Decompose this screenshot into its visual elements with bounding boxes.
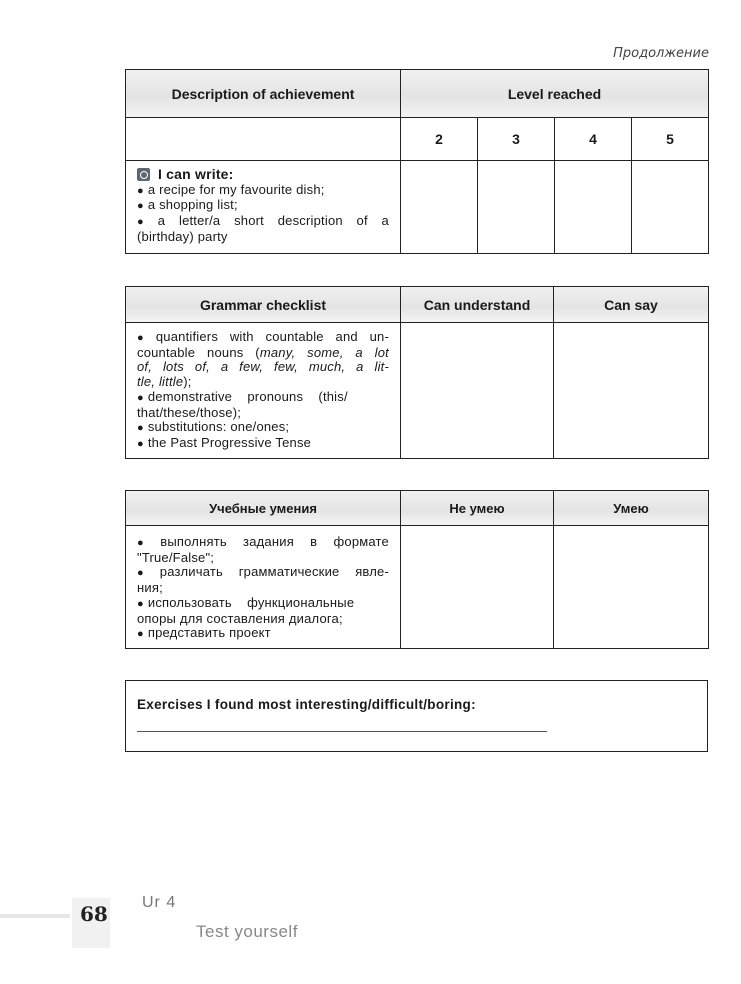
continuation-note: Продолжение	[613, 46, 709, 61]
writing-heading	[137, 167, 389, 182]
list-item: ● различать грамматические явле-	[137, 564, 389, 580]
writing-heading-text: I can write:	[158, 166, 234, 182]
list-item-continuation: опоры для составления диалога;	[137, 610, 343, 626]
list-item: ● представить проект	[137, 625, 271, 641]
grammar-items-cell	[126, 323, 401, 459]
page-footer	[0, 880, 741, 984]
can-understand-cell[interactable]	[401, 323, 554, 459]
list-item-continuation: tle, little);	[137, 374, 192, 390]
exercises-label: Exercises I found most interesting/difficult/boring:	[137, 697, 476, 712]
list-item: ● demonstrative pronouns (this/	[137, 388, 348, 404]
unit-label: Ur 4	[142, 894, 177, 911]
list-item-continuation: of, lots of, a few, few, much, a lit-	[137, 359, 389, 375]
can-understand-header: Can understand	[401, 287, 554, 323]
list-item: ● a recipe for my favourite dish;	[137, 181, 325, 197]
list-item-continuation: that/these/those);	[137, 404, 242, 420]
bullet-icon: ●	[137, 332, 152, 344]
bullet-icon: ●	[137, 216, 154, 229]
page-number: 68	[80, 902, 108, 926]
level-3-header: 3	[478, 118, 555, 161]
can-do-header: Умею	[554, 491, 709, 526]
level-3-cell[interactable]	[478, 161, 555, 254]
grammar-checklist-header: Grammar checklist	[126, 287, 401, 323]
exercises-box	[125, 680, 708, 752]
level-reached-header: Level reached	[401, 70, 709, 118]
level-5-cell[interactable]	[632, 161, 709, 254]
bullet-icon: ●	[137, 422, 144, 435]
cannot-do-header: Не умею	[401, 491, 554, 526]
bullet-icon: ●	[137, 597, 144, 610]
answer-line[interactable]	[137, 731, 547, 732]
bullet-icon: ●	[137, 567, 156, 580]
section-label: Test yourself	[196, 922, 298, 941]
achievement-table	[125, 69, 709, 254]
list-item: ● a letter/a short description of a	[137, 213, 389, 229]
list-item: ● quantifiers with countable and un-	[137, 329, 389, 344]
list-item: ● a shopping list;	[137, 197, 238, 213]
writing-skills-cell	[126, 161, 401, 254]
description-header: Description of achievement	[126, 70, 401, 118]
bullet-icon: ●	[137, 537, 157, 549]
level-5-header: 5	[632, 118, 709, 161]
bullet-icon: ●	[137, 200, 144, 213]
bullet-icon: ●	[137, 437, 144, 450]
writing-icon	[137, 168, 150, 181]
can-say-header: Can say	[554, 287, 709, 323]
blank-cell	[126, 118, 401, 161]
list-item-continuation: "True/False";	[137, 549, 215, 565]
list-item-continuation: countable nouns (many, some, a lot	[137, 344, 389, 360]
can-do-cell[interactable]	[554, 526, 709, 649]
level-2-header: 2	[401, 118, 478, 161]
list-item: ● substitutions: one/ones;	[137, 419, 290, 435]
list-item: ● использовать функциональные	[137, 594, 355, 610]
grammar-table	[125, 286, 709, 459]
skills-items-cell	[126, 526, 401, 649]
bullet-icon: ●	[137, 391, 144, 404]
skills-header: Учебные умения	[126, 491, 401, 526]
bullet-icon: ●	[137, 628, 144, 641]
skills-table	[125, 490, 709, 649]
cannot-do-cell[interactable]	[401, 526, 554, 649]
level-4-header: 4	[555, 118, 632, 161]
level-4-cell[interactable]	[555, 161, 632, 254]
level-2-cell[interactable]	[401, 161, 478, 254]
list-item-continuation: (birthday) party	[137, 228, 228, 244]
list-item-continuation: ния;	[137, 580, 163, 596]
can-say-cell[interactable]	[554, 323, 709, 459]
list-item: ● the Past Progressive Tense	[137, 434, 312, 450]
scan-smudge	[0, 914, 70, 918]
list-item: ● выполнять задания в формате	[137, 534, 389, 549]
bullet-icon: ●	[137, 184, 144, 197]
